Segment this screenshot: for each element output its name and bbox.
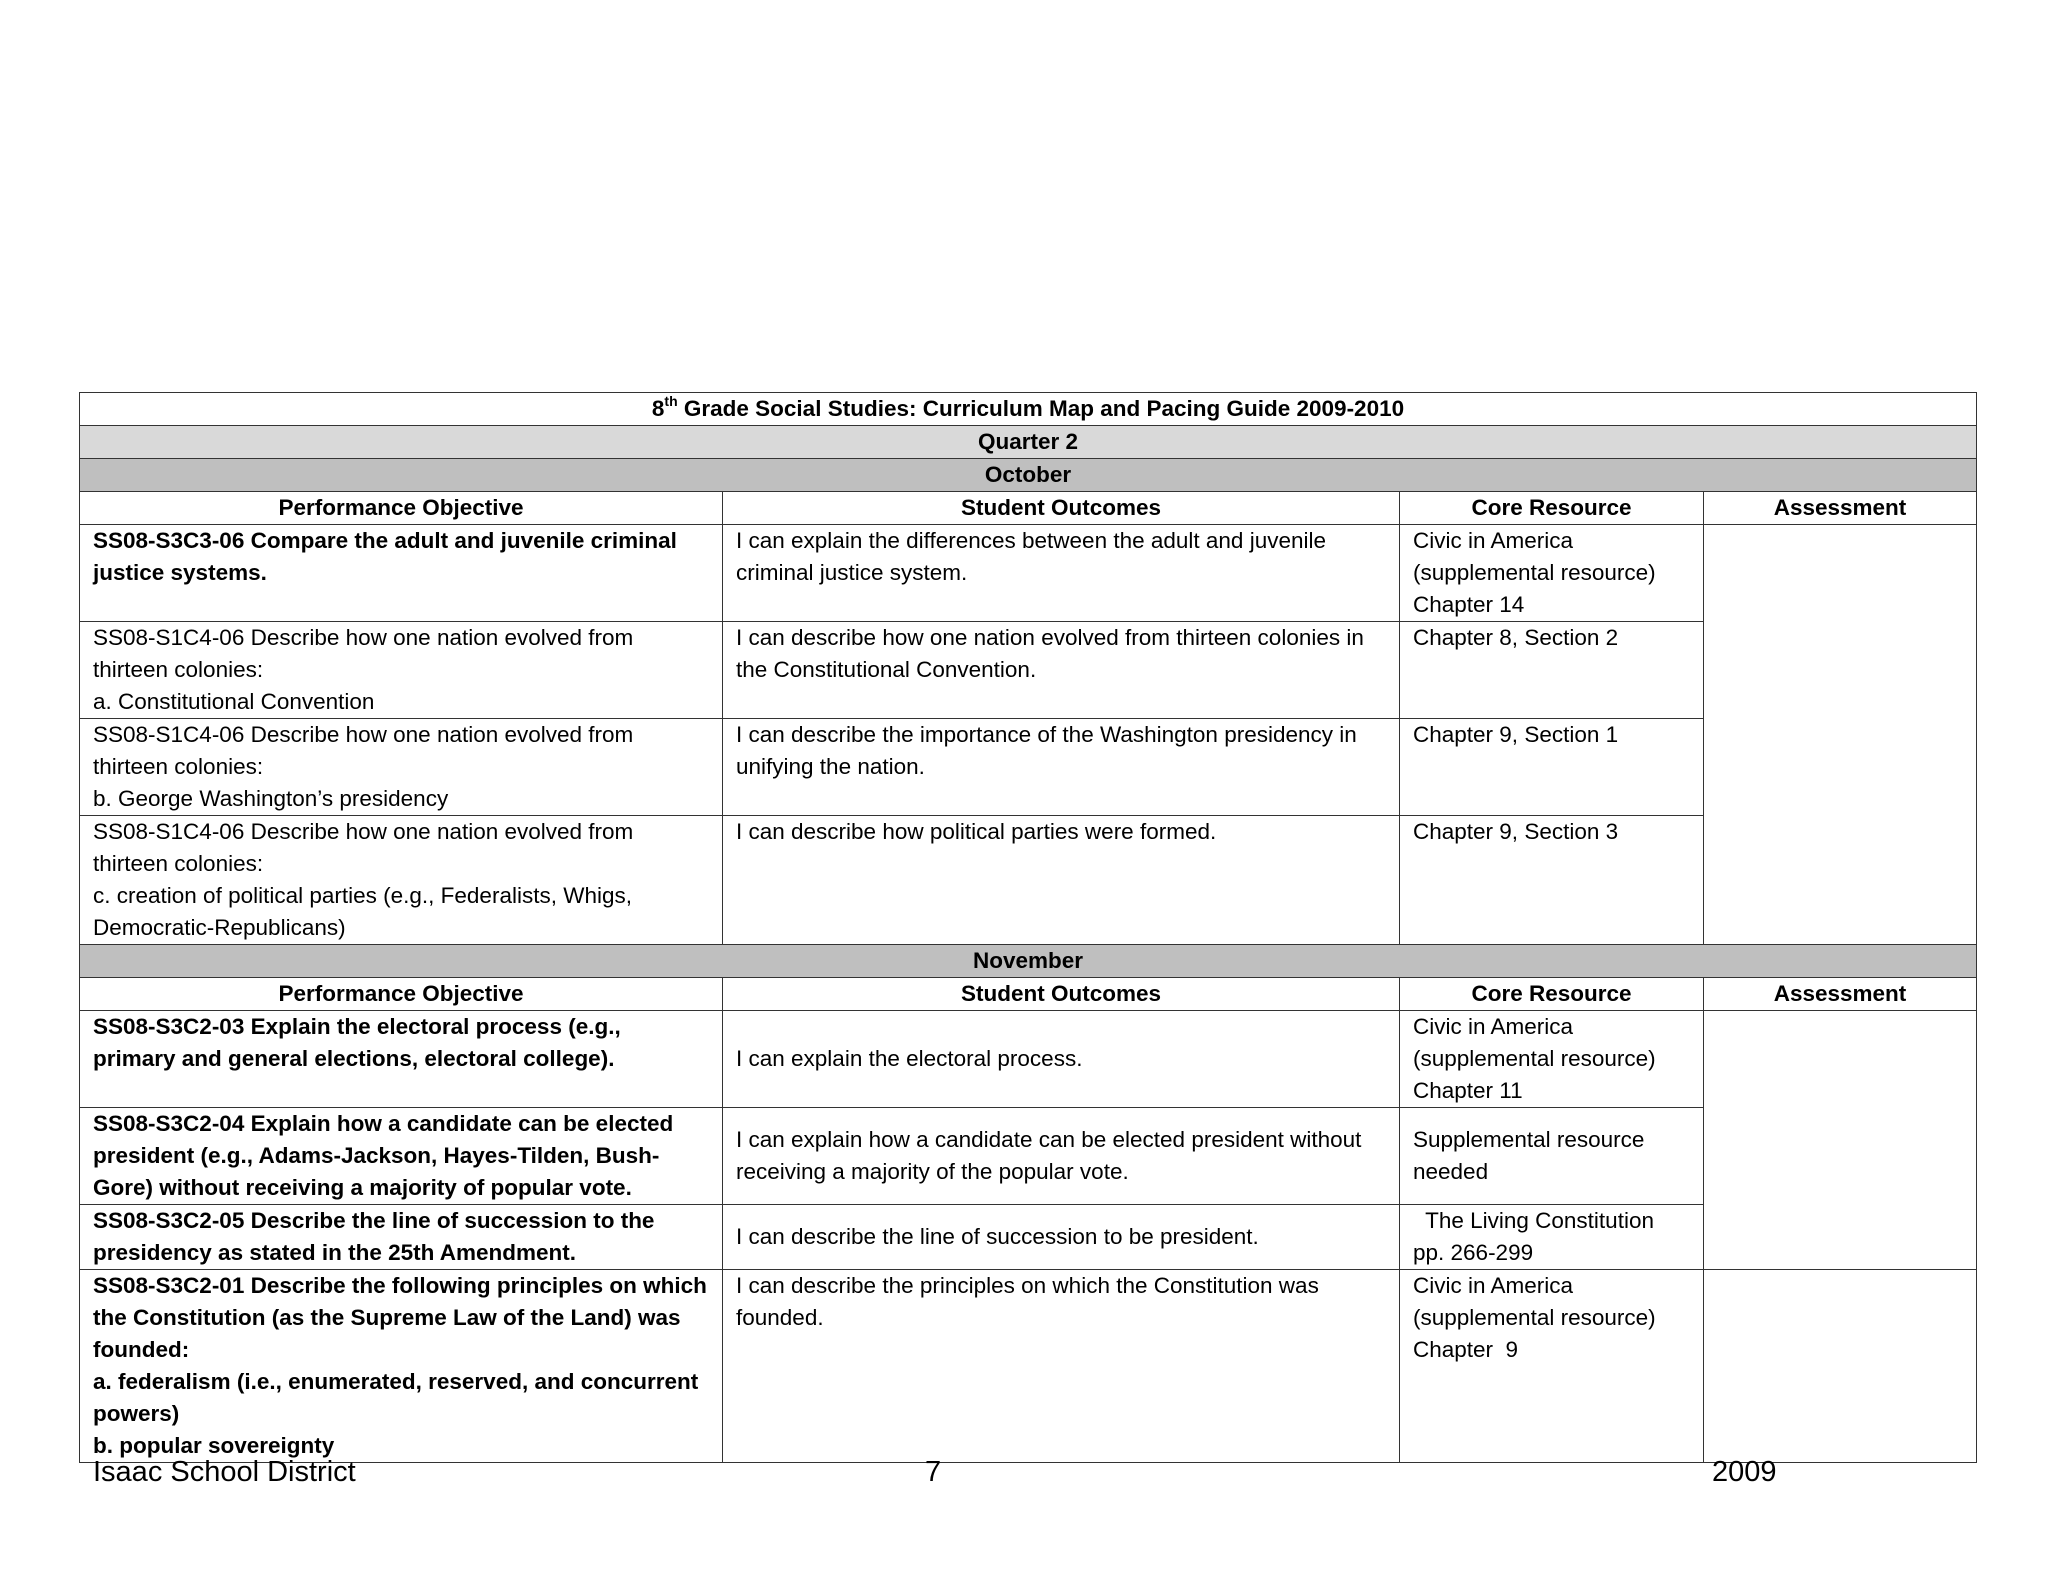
outcome-text: I can explain the differences between the adult and juvenile criminal justice system. bbox=[736, 528, 1326, 585]
outcome-cell bbox=[723, 1205, 1400, 1270]
resource-cell bbox=[1400, 1108, 1704, 1205]
title-text: Grade Social Studies: Curriculum Map and Pacing Guide 2009-2010 bbox=[677, 396, 1405, 421]
outcome-cell bbox=[723, 719, 1400, 816]
resource-cell bbox=[1400, 1011, 1704, 1108]
resource-line: Chapter 14 bbox=[1413, 592, 1525, 617]
objective-cell bbox=[80, 719, 723, 816]
column-header-row bbox=[80, 978, 1977, 1011]
table-title bbox=[80, 393, 1977, 426]
outcome-text: I can describe how political parties were formed. bbox=[736, 819, 1217, 844]
resource-cell bbox=[1400, 816, 1704, 945]
quarter-row bbox=[80, 426, 1977, 459]
resource-line: Chapter 11 bbox=[1413, 1078, 1523, 1103]
month-label-october: October bbox=[80, 459, 1977, 492]
objective-text: SS08-S3C2-01 Describe the following principles on which the Constitution (as the Supreme Law of the Land) was founded: bbox=[93, 1273, 707, 1362]
footer-year: 2009 bbox=[1712, 1456, 1777, 1488]
resource-line: Supplemental resource needed bbox=[1413, 1127, 1645, 1184]
resource-cell bbox=[1400, 1270, 1704, 1463]
month-label-november: November bbox=[80, 945, 1977, 978]
outcome-cell bbox=[723, 1108, 1400, 1205]
resource-cell bbox=[1400, 622, 1704, 719]
column-header-assessment: Assessment bbox=[1704, 978, 1977, 1011]
column-header-outcomes: Student Outcomes bbox=[723, 978, 1400, 1011]
objective-subitem: a. federalism (i.e., enumerated, reserved, and concurrent powers) bbox=[93, 1369, 699, 1426]
outcome-text: I can describe how one nation evolved from thirteen colonies in the Constitutional Convention. bbox=[736, 625, 1364, 682]
objective-cell bbox=[80, 1108, 723, 1205]
objective-subitem: b. popular sovereignty bbox=[93, 1433, 335, 1458]
column-header-resource: Core Resource bbox=[1400, 492, 1704, 525]
assessment-cell bbox=[1704, 1270, 1977, 1463]
objective-text: SS08-S3C2-03 Explain the electoral process (e.g., primary and general elections, electoral college). bbox=[93, 1014, 621, 1071]
column-header-objective: Performance Objective bbox=[80, 978, 723, 1011]
resource-cell bbox=[1400, 719, 1704, 816]
table-row bbox=[80, 622, 1977, 719]
table-row bbox=[80, 1205, 1977, 1270]
resource-line: (supplemental resource) bbox=[1413, 1305, 1656, 1330]
objective-subitem: c. creation of political parties (e.g., Federalists, Whigs, Democratic-Republicans) bbox=[93, 883, 632, 940]
objective-text: SS08-S1C4-06 Describe how one nation evolved from thirteen colonies: bbox=[93, 819, 634, 876]
outcome-text: I can describe the line of succession to be president. bbox=[736, 1224, 1259, 1249]
column-header-objective: Performance Objective bbox=[80, 492, 723, 525]
objective-text: SS08-S3C2-04 Explain how a candidate can be elected president (e.g., Adams-Jackson, Hayes-Tilden, Bush-Gore) without receiving a majority of popular vote. bbox=[93, 1111, 674, 1200]
objective-cell bbox=[80, 1270, 723, 1463]
objective-cell bbox=[80, 1205, 723, 1270]
objective-text: SS08-S3C3-06 Compare the adult and juvenile criminal justice systems. bbox=[93, 528, 677, 585]
resource-line: Civic in America bbox=[1413, 528, 1574, 553]
footer-district: Isaac School District bbox=[93, 1456, 356, 1488]
objective-subitem: b. George Washington’s presidency bbox=[93, 786, 449, 811]
column-header-assessment: Assessment bbox=[1704, 492, 1977, 525]
month-row-october bbox=[80, 459, 1977, 492]
outcome-cell bbox=[723, 622, 1400, 719]
resource-line: Chapter 9, Section 3 bbox=[1413, 819, 1619, 844]
title-superscript: th bbox=[664, 393, 678, 409]
outcome-cell bbox=[723, 525, 1400, 622]
assessment-cell bbox=[1704, 525, 1977, 945]
resource-line: Chapter 9, Section 1 bbox=[1413, 722, 1619, 747]
title-grade: 8 bbox=[651, 396, 665, 421]
column-header-resource: Core Resource bbox=[1400, 978, 1704, 1011]
outcome-text: I can explain how a candidate can be elected president without receiving a majority of the popular vote. bbox=[736, 1127, 1362, 1184]
resource-line: Chapter 9 bbox=[1413, 1337, 1519, 1362]
curriculum-table bbox=[79, 392, 1977, 1463]
resource-cell bbox=[1400, 525, 1704, 622]
table-title-row bbox=[80, 393, 1977, 426]
outcome-text: I can describe the importance of the Washington presidency in unifying the nation. bbox=[736, 722, 1357, 779]
outcome-cell bbox=[723, 1011, 1400, 1108]
table-row bbox=[80, 525, 1977, 622]
month-row-november bbox=[80, 945, 1977, 978]
table-row bbox=[80, 1011, 1977, 1108]
objective-text: SS08-S1C4-06 Describe how one nation evolved from thirteen colonies: bbox=[93, 625, 634, 682]
footer-page-number: 7 bbox=[925, 1456, 942, 1488]
table-row bbox=[80, 1108, 1977, 1205]
column-header-row bbox=[80, 492, 1977, 525]
resource-line: The Living Constitution bbox=[1413, 1208, 1654, 1233]
objective-subitem: a. Constitutional Convention bbox=[93, 689, 375, 714]
table-row bbox=[80, 816, 1977, 945]
quarter-label: Quarter 2 bbox=[80, 426, 1977, 459]
assessment-cell bbox=[1704, 1011, 1977, 1270]
outcome-text: I can explain the electoral process. bbox=[736, 1046, 1083, 1071]
resource-line: Civic in America bbox=[1413, 1014, 1574, 1039]
objective-cell bbox=[80, 622, 723, 719]
objective-cell bbox=[80, 525, 723, 622]
resource-line: (supplemental resource) bbox=[1413, 560, 1656, 585]
resource-line: pp. 266-299 bbox=[1413, 1240, 1534, 1265]
table-row bbox=[80, 1270, 1977, 1463]
objective-cell bbox=[80, 816, 723, 945]
objective-text: SS08-S1C4-06 Describe how one nation evolved from thirteen colonies: bbox=[93, 722, 634, 779]
resource-line: Civic in America bbox=[1413, 1273, 1574, 1298]
column-header-outcomes: Student Outcomes bbox=[723, 492, 1400, 525]
resource-line: (supplemental resource) bbox=[1413, 1046, 1656, 1071]
outcome-cell bbox=[723, 816, 1400, 945]
outcome-text: I can describe the principles on which the Constitution was founded. bbox=[736, 1273, 1319, 1330]
table-row bbox=[80, 719, 1977, 816]
page-footer bbox=[0, 1456, 2048, 1496]
resource-line: Chapter 8, Section 2 bbox=[1413, 625, 1619, 650]
outcome-cell bbox=[723, 1270, 1400, 1463]
objective-text: SS08-S3C2-05 Describe the line of succession to the presidency as stated in the 25th Amendment. bbox=[93, 1208, 655, 1265]
objective-cell bbox=[80, 1011, 723, 1108]
resource-cell bbox=[1400, 1205, 1704, 1270]
